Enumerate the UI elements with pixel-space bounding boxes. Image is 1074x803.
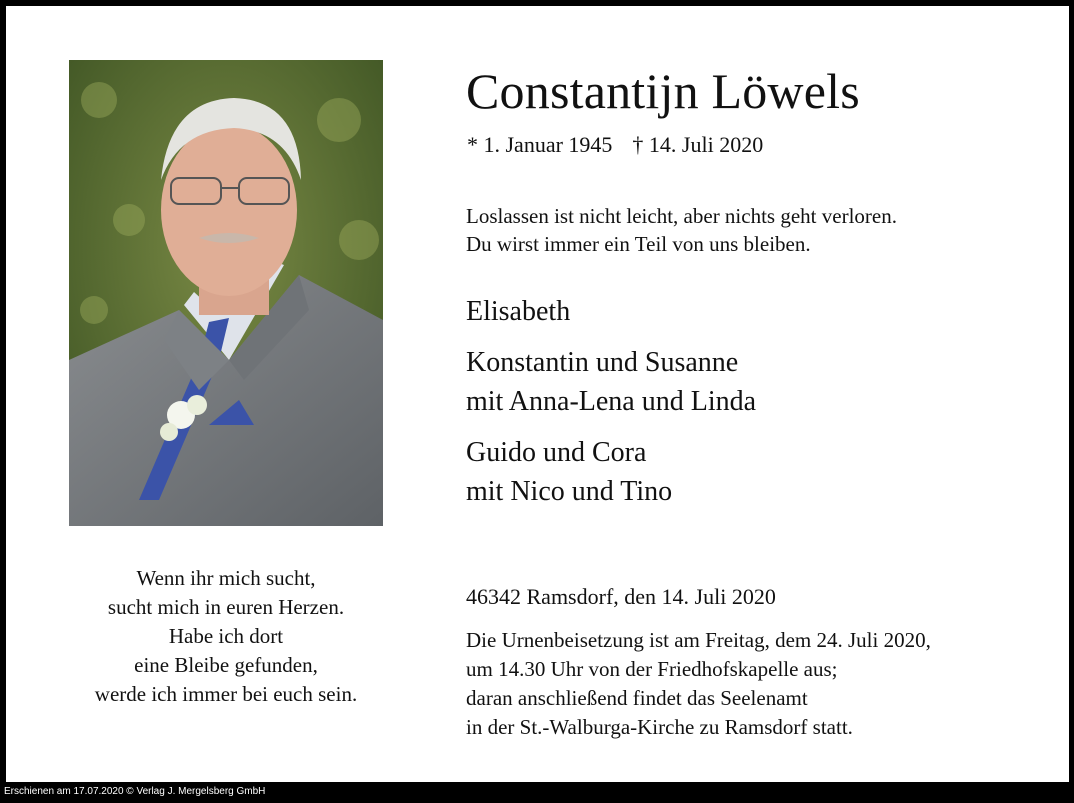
memorial-poem xyxy=(46,564,406,709)
notice-line: daran anschließend findet das Seelenamt xyxy=(466,686,808,710)
quote-line: Du wirst immer ein Teil von uns bleiben. xyxy=(466,232,811,256)
poem-line: werde ich immer bei euch sein. xyxy=(94,682,358,706)
family-group xyxy=(466,292,756,331)
notice-line: in der St.-Walburga-Kirche zu Ramsdorf statt. xyxy=(466,715,853,739)
family-group xyxy=(466,433,756,511)
portrait-photo xyxy=(69,60,383,526)
poem-line: Wenn ihr mich sucht, xyxy=(136,566,316,590)
family-members xyxy=(466,292,756,523)
funeral-notice xyxy=(466,626,931,742)
poem-line: eine Bleibe gefunden, xyxy=(134,653,318,677)
notice-line: um 14.30 Uhr von der Friedhofskapelle aus; xyxy=(466,657,838,681)
family-line: Elisabeth xyxy=(466,296,571,327)
family-line: mit Nico und Tino xyxy=(466,476,673,507)
farewell-quote xyxy=(466,202,897,258)
family-line: Konstantin und Susanne xyxy=(466,347,739,378)
poem-line: Habe ich dort xyxy=(168,624,284,648)
publication-footer: Erschienen am 17.07.2020 © Verlag J. Mergelsberg GmbH xyxy=(4,786,266,797)
family-line: Guido und Cora xyxy=(466,437,647,468)
life-dates xyxy=(467,132,763,158)
poem-line: sucht mich in euren Herzen. xyxy=(107,595,345,619)
notice-line: Die Urnenbeisetzung ist am Freitag, dem 24. Juli 2020, xyxy=(466,628,931,652)
deceased-name: Constantijn Löwels xyxy=(466,63,860,119)
quote-line: Loslassen ist nicht leicht, aber nichts geht verloren. xyxy=(466,204,897,228)
family-line: mit Anna-Lena und Linda xyxy=(466,386,757,417)
family-group xyxy=(466,343,756,421)
place-and-date: 46342 Ramsdorf, den 14. Juli 2020 xyxy=(466,584,776,609)
birth-date: * 1. Januar 1945 xyxy=(467,132,613,157)
obituary-card xyxy=(6,6,1069,782)
death-date: † 14. Juli 2020 xyxy=(632,132,764,157)
